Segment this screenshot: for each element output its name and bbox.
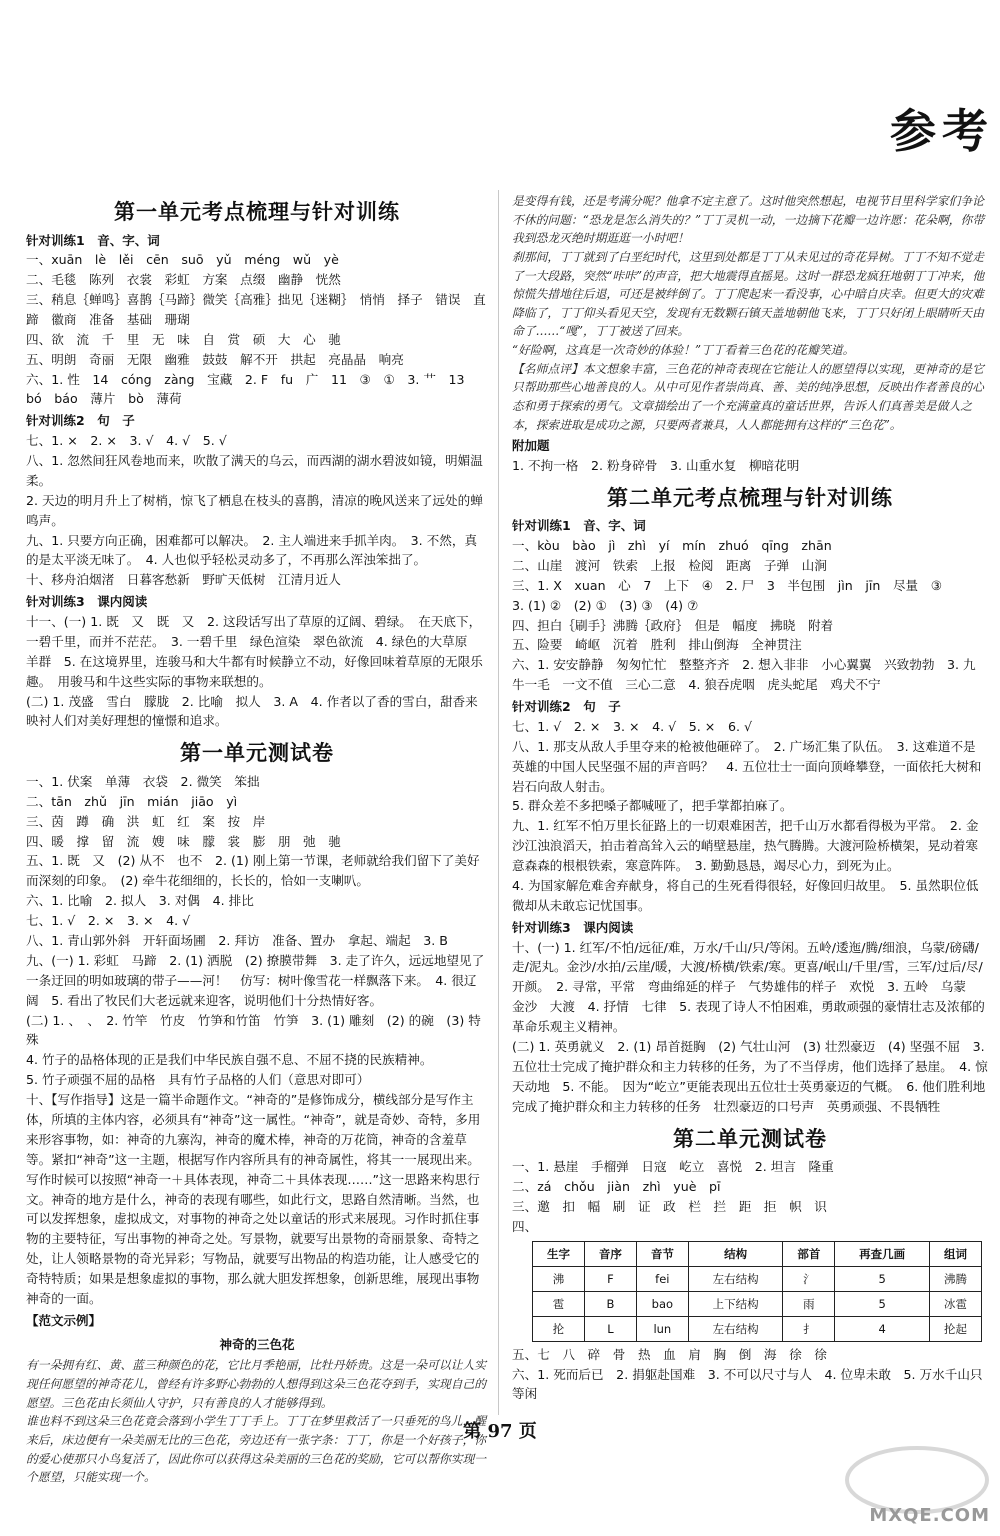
- table-cell: 5: [835, 1266, 930, 1291]
- table-cell: 音节: [636, 1241, 688, 1266]
- table-cell: 左右结构: [688, 1266, 783, 1291]
- unit2-training2-lines: [512, 717, 988, 916]
- table-row: [533, 1241, 982, 1266]
- unit1-training3-heading: 针对训练3 课内阅读: [26, 594, 148, 610]
- text-line: 四、暖 撑 留 流 嫂 味 朦 裳 膨 朋 弛 驰: [26, 833, 341, 849]
- text-line: 2. 天边的明月升上了树梢，惊飞了栖息在枝头的喜鹊，清凉的晚风送来了远处的蝉鸣声。: [26, 492, 483, 528]
- text-line: 5. 群众差不多把嗓子都喊哑了，把手掌都拍麻了。: [512, 798, 793, 814]
- unit2-training1-lines: [512, 536, 988, 695]
- text-line: 八、1. 青山郭外斜 开轩面场圃 2. 拜访 准备、置办 拿起、端起 3. B: [26, 932, 448, 948]
- text-line: 是变得有钱，还是考满分呢？他拿不定主意了。这时他突然想起，电视节目里科学家们争论不休的问题：“恐龙是怎么消失的？”丁丁灵机一动，一边摘下花瓣一边许愿：花朵啊，你带我到恐龙灭绝时期逛逛一小时吧！: [512, 194, 985, 246]
- text-line: 谁也料不到这朵三色花竟会落到小学生丁丁手上。丁丁在梦里救活了一只垂死的鸟儿，醒来后，床边便有一朵美丽无比的三色花，旁边还有一张字条：丁丁，你是一个好孩子，你的爱心使那只小鸟复活了，因此你可以获得这朵美丽的三色花的奖励，它可以帮你实现一个愿望，只能实现一个。: [26, 1414, 487, 1485]
- text-line: 十、【写作指导】这是一篇半命题作文。“神奇的”是修饰成分，横线部分是写作主体，所填的主体内容，必须具有“神奇”这一属性。“神奇”，就是奇妙、奇特，多用来形容事物，如：神奇的九寨沟，神奇的魔术棒，神奇的万花筒，神奇的含羞草等。紧扣“神奇”这一主题，根据写作内容所具有的神奇属性，将其一一展现出来。写作时候可以按照“神奇一＋具体表现，神奇二＋具体表现……”这一思路来构思行文。神奇的地方是什么，神奇的表现有哪些，如此行文，思路自然清晰。当然，也可以发挥想象，虚拟成文，对事物的神奇之处以童话的形式来展现。习作时抓住事物的主要特征，写出事物的神奇之处。写景物，就要写出景物的奇丽景象、奇特之处，让人领略景物的奇光异彩；写物品，就要写出物品的构造功能，让人感受它的奇特特质；如果是想象虚拟的事物，那么就大胆发挥想象，创新思维，展现出事物神奇的一面。: [26, 1092, 481, 1306]
- text-line: 四、: [512, 1218, 538, 1234]
- text-line: 九、1. 只要方向正确，困难都可以解决。 2. 主人端进来手抓羊肉。 3. 不然，真的是太平淡无味了。 4. 人也似乎轻松灵动多了，不再那么浑浊笨拙了。: [26, 532, 478, 568]
- right-column: [512, 192, 988, 1404]
- table-cell: 扌: [783, 1316, 835, 1341]
- text-line: 五、险要 崎岖 沉着 胜利 排山倒海 全神贯注: [512, 637, 802, 653]
- text-line: 四、担白｛刷手｝沸腾｛政府｝ 但是 幅度 拂晓 附着: [512, 617, 834, 633]
- text-line: 三、茵 蹲 确 洪 虹 红 案 按 岸: [26, 813, 266, 829]
- table-cell: 抡: [533, 1316, 585, 1341]
- table-cell: 氵: [783, 1266, 835, 1291]
- text-line: 有一朵拥有红、黄、蓝三种颜色的花，它比月季艳丽，比牡丹娇贵。这是一朵可以让人实现任何愿望的神奇花儿，曾经有许多野心勃勃的人想得到这朵三色花夺到手，实现自己的愿望。三色花由长须仙人守护，只有善良的人才能够得到。: [26, 1358, 487, 1410]
- text-line: 九、(一) 1. 彩虹 马蹄 2. (1) 洒脱 (2) 撩膜带舞 3. 走了许久，远远地望见了一条迂回的明如玻璃的带子——河！ 仿写：树叶像雪花一样飘落下来。 4. 很辽阔 5. 看出了牧民们大老远就来迎客，说明他们十分热情好客。: [26, 952, 485, 1008]
- unit2-test-lines-2: [512, 1345, 988, 1405]
- table-cell: 再查几画: [835, 1241, 930, 1266]
- character-table: [532, 1241, 982, 1342]
- table-cell: B: [584, 1291, 636, 1316]
- table-cell: bao: [636, 1291, 688, 1316]
- bonus-lines: [512, 456, 988, 476]
- text-line: 刹那间，丁丁就到了白垩纪时代，这里到处都是丁丁从未见过的奇花异树。丁丁不知不觉走了一大段路，突然“咔咔”的声音，把大地震得直摇晃。这时一群恐龙疯狂地朝丁丁冲来，他惊慌失措地往后退，可还是被绊倒了。丁丁爬起来一看没事，心中暗自庆幸。但更大的灾难降临了，丁丁仰头看见天空，发现有无数颗石镇天盖地朝他飞来，丁丁只好闭上眼睛听天由命了……“嘎”，丁丁被送了回来。: [512, 249, 985, 339]
- table-cell: 雹: [533, 1291, 585, 1316]
- text-line: 一、xuān lè lěi cēn suō yǔ méng wǔ yè: [26, 252, 339, 268]
- text-line: 五、七 八 碎 骨 热 血 肩 胸 倒 海 徐 徐: [512, 1346, 827, 1362]
- text-line: 三、稍息｛蝉鸣｝喜鹊｛马蹄｝微笑｛高雅｝拙见｛迷糊｝ 悄悄 择子 错误 直蹄 徽商 准备 基础 珊瑚: [26, 292, 486, 327]
- text-line: 二、山崖 渡河 铁索 上报 检阅 距离 子弹 山涧: [512, 557, 827, 573]
- unit1-training2-lines: [26, 431, 488, 590]
- table-cell: 沸: [533, 1266, 585, 1291]
- table-cell: 冰雹: [929, 1291, 981, 1316]
- table-cell: 雨: [783, 1291, 835, 1316]
- text-line: 一、kòu bào jì zhì yí mín zhuó qīng zhān: [512, 538, 832, 554]
- text-line: 3. (1) ② (2) ① (3) ③ (4) ⑦: [512, 597, 699, 613]
- unit2-test-lines: [512, 1157, 988, 1237]
- essay-sample-heading: 【范文示例】: [26, 1312, 102, 1328]
- text-line: 一、1. 伏案 单薄 衣袋 2. 微笑 笨拙: [26, 773, 260, 789]
- unit2-training3-lines: [512, 938, 988, 1117]
- text-line: “好险啊，这真是一次奇妙的体验！”丁丁看着三色花的花瓣笑道。: [512, 343, 855, 357]
- text-line: 九、1. 红军不怕万里长征路上的一切艰难困苦，把千山万水都看得极为平常。 2. 金沙江浊浪滔天，拍击着高耸入云的峭壁悬崖，热气腾腾。大渡河险桥横架，晃动着寒意森森的根根铁索，寒意阵阵。 3. 勤勤恳恳，竭尽心力，到死为止。: [512, 818, 979, 874]
- table-cell: 音序: [584, 1241, 636, 1266]
- teacher-review: 【名师点评】本文想象丰富，三色花的神奇表现在它能让人的愿望得以实现，更神奇的是它只帮助那些心地善良的人。从中可见作者崇尚真、善、美的纯净思想，反映出作者善良的心态和勇于探索的勇气。文章描绘出了一个充满童真的童话世界，告诉人们真善美是做人之本，探索进取是成功之源，只要两者兼具，人人都能拥有这样的“三色花”。: [512, 361, 984, 432]
- text-line: 二、毛毯 陈列 衣裳 彩虹 方案 点缀 幽静 恍然: [26, 272, 341, 288]
- page-number: 第 97 页: [463, 1421, 537, 1442]
- table-cell: lun: [636, 1316, 688, 1341]
- text-line: 六、1. 死而后已 2. 捐躯赴国难 3. 不可以尺寸与人 4. 位卑未敢 5. 万水千山只等闲: [512, 1366, 983, 1402]
- text-line: 一、1. 悬崖 手榴弹 日寇 屹立 喜悦 2. 坦言 隆重: [512, 1159, 834, 1175]
- left-column: [26, 190, 488, 1487]
- unit1-training2-heading: 针对训练2 句 子: [26, 413, 135, 429]
- table-cell: fei: [636, 1266, 688, 1291]
- text-line: 三、1. X xuan 心 7 上下 ④ 2. 尸 3 半包围 jìn jīn 尽量 ③: [512, 577, 943, 593]
- unit2-training3-heading: 针对训练3 课内阅读: [512, 919, 634, 935]
- text-line: 八、1. 那支从敌人手里夺来的枪被他砸碎了。 2. 广场汇集了队伍。 3. 这难道不是英雄的中国人民坚强不屈的声音吗？ 4. 五位壮士一面向顶峰攀登，一面依托大树和岩石向敌人射击。: [512, 738, 982, 794]
- table-cell: 5: [835, 1291, 930, 1316]
- unit2-test-title: 第二单元测试卷: [673, 1125, 827, 1151]
- text-line: 4. 竹子的品格体现的正是我们中华民族自强不息、不屈不挠的民族精神。: [26, 1052, 433, 1068]
- table-cell: L: [584, 1316, 636, 1341]
- table-cell: 沸腾: [929, 1266, 981, 1291]
- unit1-training1-heading: 针对训练1 音、字、词: [26, 232, 160, 248]
- table-cell: 部首: [783, 1241, 835, 1266]
- table-cell: 左右结构: [688, 1316, 783, 1341]
- column-divider: [498, 190, 499, 1415]
- text-line: 五、明朗 奇丽 无限 幽雅 鼓鼓 解不开 拱起 亮晶晶 响亮: [26, 351, 404, 367]
- text-line: (二) 1. 英勇就义 2. (1) 昂首挺胸 (2) 气壮山河 (3) 壮烈豪迈 (4) 坚强不屈 3. 五位壮士完成了掩护群众和主力转移的任务，为了不当俘虏，他们选择了悬崖。 4. 惊天动地 5. 不能。 因为“屹立”更能表现出五位壮士英勇豪迈的气概。 6. 他们胜利地完成了掩护群众和主力转移的任务 壮烈豪迈的口号声 英勇顽强、不畏牺牲: [512, 1039, 988, 1114]
- text-line: 1. 不拘一格 2. 粉身碎骨 3. 山重水复 柳暗花明: [512, 457, 800, 473]
- unit2-training2-heading: 针对训练2 句 子: [512, 699, 621, 715]
- table-row: [533, 1316, 982, 1341]
- unit2-training1-heading: 针对训练1 音、字、词: [512, 518, 646, 534]
- text-line: 三、邀 扣 幅 刷 证 政 栏 拦 距 拒 帜 识: [512, 1198, 827, 1214]
- text-line: 六、1. 比喻 2. 拟人 3. 对偶 4. 排比: [26, 893, 254, 909]
- bonus-heading: 附加题: [512, 438, 550, 454]
- table-row: [533, 1291, 982, 1316]
- table-row: [533, 1266, 982, 1291]
- text-line: 七、1. √ 2. × 3. × 4. √: [26, 913, 191, 929]
- text-line: 四、欲 流 千 里 无 味 自 赏 硕 大 心 驰: [26, 331, 341, 347]
- text-line: 4. 为国家解危难舍弃献身，将自己的生死看得很轻，好像回归故里。 5. 虽然职位低微却从未敢忘记忧国事。: [512, 878, 979, 913]
- essay-body-right: [512, 192, 988, 360]
- text-line: 5. 竹子顽强不屈的品格 具有竹子品格的人们（意思对即可）: [26, 1072, 370, 1088]
- text-line: 七、1. √ 2. × 3. × 4. √ 5. × 6. √: [512, 718, 753, 734]
- unit2-review-title: 第二单元考点梳理与针对训练: [607, 484, 893, 510]
- table-cell: 4: [835, 1316, 930, 1341]
- table-cell: F: [584, 1266, 636, 1291]
- unit1-test-title: 第一单元测试卷: [180, 740, 334, 766]
- text-line: 八、1. 忽然间狂风卷地而来，吹散了满天的乌云，而西湖的湖水碧波如镜，明媚温柔。: [26, 453, 483, 488]
- text-line: 六、1. 性 14 cóng zàng 宝藏 2. F fu 广 11 ③ ① 3. 艹 13 bó báo 薄片 bò 薄荷: [26, 371, 478, 407]
- table-cell: 生字: [533, 1241, 585, 1266]
- table-cell: 抡起: [929, 1316, 981, 1341]
- page-header-title: 参考: [890, 104, 994, 158]
- table-cell: 上下结构: [688, 1291, 783, 1316]
- text-line: 十、移舟泊烟渚 日暮客愁新 野旷天低树 江清月近人: [26, 572, 341, 588]
- text-line: (二) 1. 茂盛 雪白 朦胧 2. 比喻 拟人 3. A 4. 作者以了香的雪白，甜香来映衬人们对美好理想的憧憬和追求。: [26, 693, 478, 729]
- text-line: 七、1. × 2. × 3. √ 4. √ 5. √: [26, 433, 227, 449]
- text-line: 五、1. 既 又 (2) 从不 也不 2. (1) 刚上第一节课，老师就给我们留下了美好而深刻的印象。 (2) 牵牛花细细的，长长的，恰如一支喇叭。: [26, 853, 480, 889]
- text-line: 六、1. 安安静静 匆匆忙忙 整整齐齐 2. 想入非非 小心翼翼 兴致勃勃 3. 九牛一毛 一文不值 三心二意 4. 狼吞虎咽 虎头蛇尾 鸡犬不宁: [512, 657, 976, 693]
- unit1-training1-lines: [26, 250, 488, 409]
- text-line: 二、tān zhǔ jīn mián jiāo yì: [26, 793, 238, 809]
- text-line: (二) 1. 、 、 2. 竹竿 竹皮 竹笋和竹笛 竹笋 3. (1) 雕刻 (2) 的碗 (3) 特殊: [26, 1012, 481, 1048]
- unit1-training3-lines: [26, 612, 488, 731]
- text-line: 十一、(一) 1. 既 又 既 又 2. 这段话写出了草原的辽阔、碧绿。 在天底下，一碧千里，而并不茫茫。 3. 一碧千里 绿色渲染 翠色欲流 4. 绿色的大草原 羊群 5. 在这境界里，连骏马和大牛都有时候静立不动，好像回味着草原的无限乐趣。 用骏马和牛这些实际的事物来联想的。: [26, 614, 483, 689]
- text-line: 十、(一) 1. 红军/不怕/远征/难，万水/千山/只/等闲。五岭/逶迤/腾/细浪，乌蒙/磅礴/走/泥丸。金沙/水拍/云崖/暖，大渡/桥横/铁索/寒。更喜/岷山/千里/雪，三军/过后/尽/开颜。 2. 寻常，平常 弯曲绵延的样子 气势雄伟的样子 欢悦 3. 五岭 乌蒙 金沙 大渡 4. 抒情 七律 5. 表现了诗人不怕困难，勇敢顽强的豪情壮志及浓郁的革命乐观主义精神。: [512, 939, 985, 1035]
- table-cell: 组词: [929, 1241, 981, 1266]
- essay-title: 神奇的三色花: [219, 1336, 295, 1352]
- table-cell: 结构: [688, 1241, 783, 1266]
- text-line: 二、zá chǒu jiàn zhì yuè pī: [512, 1178, 721, 1194]
- watermark-text: MXQE.COM: [869, 1504, 990, 1526]
- unit1-test-lines: [26, 772, 488, 1309]
- unit1-review-title: 第一单元考点梳理与针对训练: [114, 199, 400, 224]
